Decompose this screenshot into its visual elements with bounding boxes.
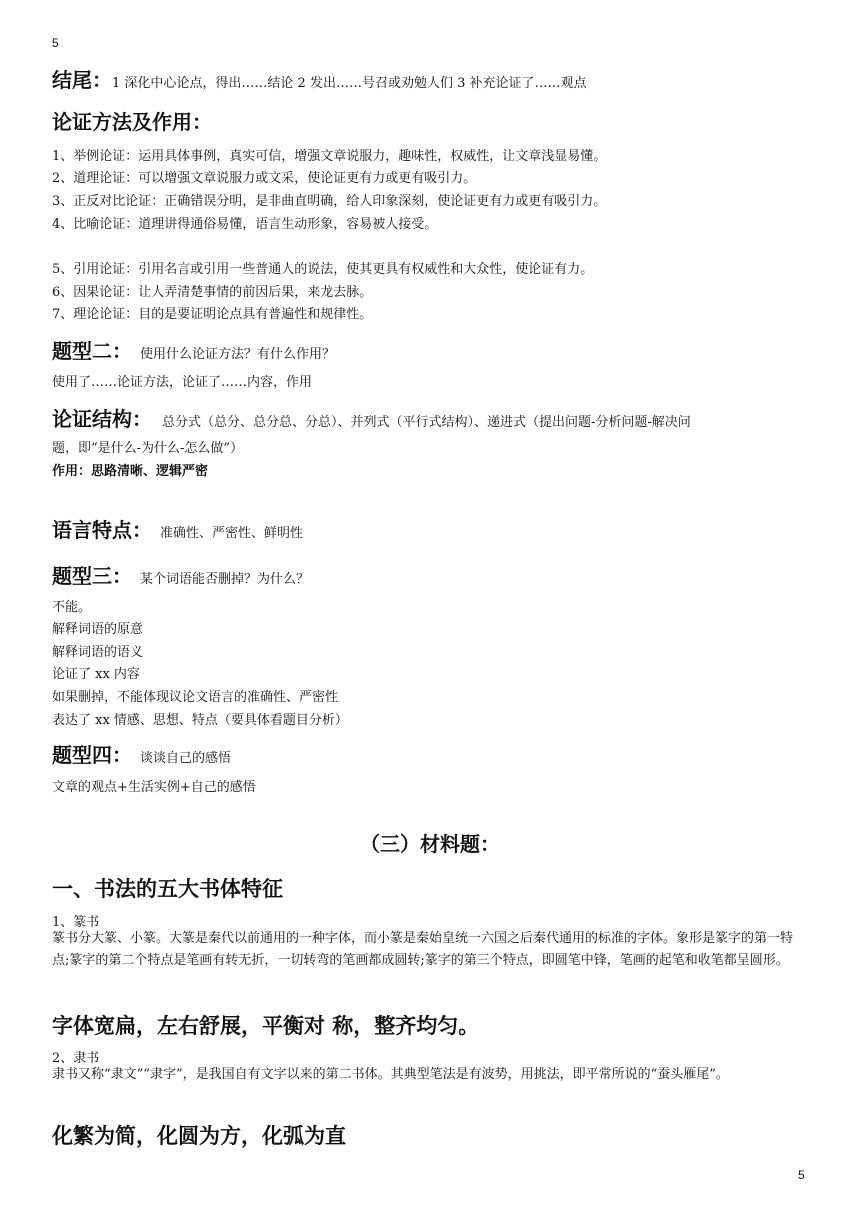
structure-label: 论证结构：	[52, 407, 152, 431]
seal-title: 1、篆书	[52, 915, 100, 930]
method-item: 4、比喻论证：道理讲得通俗易懂，语言生动形象，容易被人接受。	[52, 217, 438, 232]
clerical-text: 隶书又称“隶文”“隶字”，是我国自有文字以来的第二书体。其典型笔法是有波势，用挑法，即平常所说的“蚕头雁尾”。	[52, 1067, 729, 1082]
q4-question: 谈谈自己的感悟	[140, 751, 232, 766]
calligraphy-heading: 一、书法的五大书体特征	[52, 877, 283, 901]
q2-question: 使用什么论证方法？有什么作用？	[140, 347, 336, 362]
structure-text: 总分式（总分、总分总、分总）、并列式（平行式结构）、递进式（提出问题-分析问题-解决问	[162, 415, 691, 430]
structure-text-cont: 题，即“是什么-为什么-怎么做”）	[52, 441, 244, 456]
clerical-title: 2、隶书	[52, 1051, 100, 1066]
q2-line	[52, 335, 335, 364]
method-item: 2、道理论证：可以增强文章说服力或文采，使论证更有力或更有吸引力。	[52, 171, 477, 186]
page-number-top: 5	[52, 36, 59, 50]
structure-line	[52, 403, 691, 432]
q3-answer: 如果删掉，不能体现议论文语言的准确性、严密性	[52, 690, 339, 705]
structure-effect: 作用：思路清晰、逻辑严密	[52, 464, 209, 479]
q2-answer: 使用了……论证方法，论证了……内容，作用	[52, 375, 313, 390]
method-item: 3、正反对比论证：正确错误分明，是非曲直明确，给人印象深刻，使论证更有力或更有吸引力。	[52, 194, 607, 209]
method-item: 7、理论论证：目的是要证明论点具有普遍性和规律性。	[52, 307, 373, 322]
q3-answer: 表达了 xx 情感、思想、特点（要具体看题目分析）	[52, 713, 348, 728]
q4-line	[52, 739, 231, 768]
method-item: 1、举例论证：运用具体事例，真实可信，增强文章说服力，趣味性，权威性，让文章浅显易懂。	[52, 149, 607, 164]
methods-heading: 论证方法及作用：	[52, 110, 212, 134]
q3-label: 题型三：	[52, 564, 132, 588]
language-text: 准确性、严密性、鲜明性	[160, 526, 304, 541]
q3-answer: 不能。	[52, 600, 92, 615]
q2-label: 题型二：	[52, 339, 132, 363]
seal-text: 篆书分大篆、小篆。大篆是秦代以前通用的一种字体，而小篆是秦始皇统一六国之后秦代通用的标准的字体。象形是篆字的第一特点;篆字的第二个特点是笔画有转无折，一切转弯的笔画都成圆转;篆字的第三个特点，即圆笔中锋，笔画的起笔和收笔都呈圆形。	[52, 931, 794, 968]
q3-question: 某个词语能否删掉？为什么？	[140, 572, 310, 587]
page-number-bottom: 5	[798, 1168, 805, 1182]
q3-line	[52, 560, 309, 589]
method-item: 5、引用论证：引用名言或引用一些普通人的说法，使其更具有权威性和大众性，使论证有力。	[52, 262, 594, 277]
seal-summary: 字体宽扁，左右舒展，平衡对 称，整齐均匀。	[52, 1014, 480, 1038]
q4-label: 题型四：	[52, 743, 132, 767]
language-label: 语言特点：	[52, 518, 152, 542]
ending-label: 结尾：	[52, 68, 112, 92]
q3-answer: 解释词语的原意	[52, 622, 144, 637]
clerical-summary: 化繁为简，化圆为方，化弧为直	[52, 1124, 346, 1148]
language-line	[52, 514, 303, 543]
material-title: （三）材料题：	[360, 832, 500, 856]
q3-answer: 论证了 xx 内容	[52, 667, 140, 682]
q3-answer: 解释词语的语义	[52, 645, 144, 660]
q4-answer: 文章的观点+生活实例+自己的感悟	[52, 780, 256, 795]
method-item: 6、因果论证：让人弄清楚事情的前因后果，来龙去脉。	[52, 285, 373, 300]
ending-text: 1 深化中心论点，得出……结论 2 发出……号召或劝勉人们 3 补充论证了……观点	[112, 76, 587, 91]
ending-line	[52, 64, 586, 93]
